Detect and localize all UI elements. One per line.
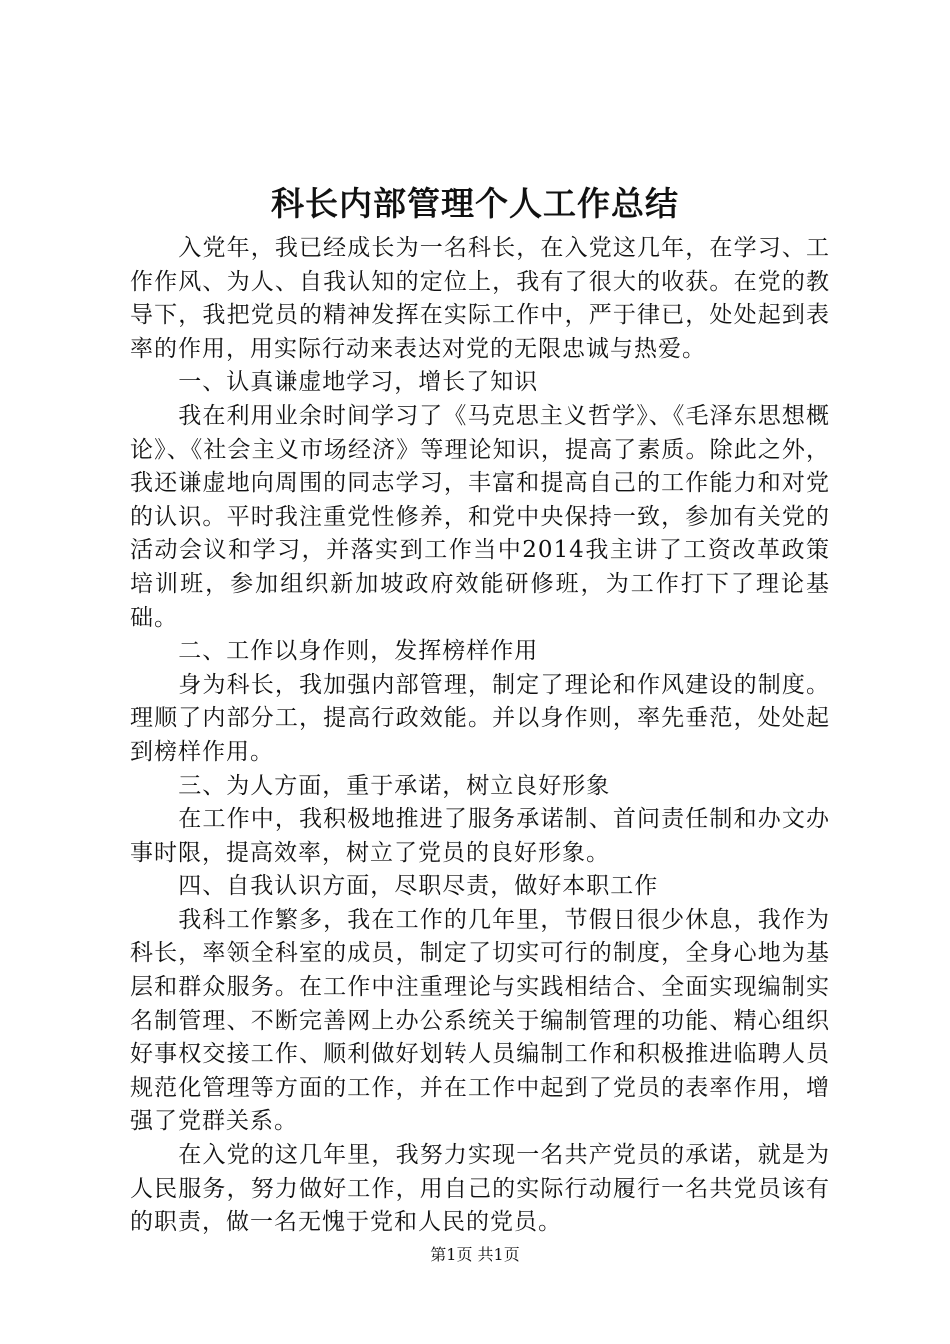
section-heading-2: 二、工作以身作则，发挥榜样作用 — [178, 638, 539, 665]
section-heading-1: 一、认真谦虚地学习，增长了知识 — [178, 369, 539, 396]
paragraph-section-2: 身为科长，我加强内部管理，制定了理论和作风建设的制度。理顺了内部分工，提高行政效能。并以身作则，率先垂范，处处起到榜样作用。 — [130, 671, 830, 765]
document-title: 科长内部管理个人工作总结 — [271, 184, 679, 223]
paragraph-conclusion: 在入党的这几年里，我努力实现一名共产党员的承诺，就是为人民服务，努力做好工作，用自己的实际行动履行一名共党员该有的职责，做一名无愧于党和人民的党员。 — [130, 1142, 830, 1236]
section-heading-4: 四、自我认识方面，尽职尽责，做好本职工作 — [178, 873, 659, 900]
section-heading-3: 三、为人方面，重于承诺，树立良好形象 — [178, 772, 611, 799]
page-footer: 第1页 共1页 — [430, 1245, 520, 1264]
paragraph-section-3: 在工作中，我积极地推进了服务承诺制、首问责任制和办文办事时限，提高效率，树立了党员的良好形象。 — [130, 806, 830, 866]
paragraph-section-4: 我科工作繁多，我在工作的几年里，节假日很少休息，我作为科长，率领全科室的成员，制定了切实可行的制度，全身心地为基层和群众服务。在工作中注重理论与实践相结合、全面实现编制实名制管理、不断完善网上办公系统关于编制管理的功能、精心组织好事权交接工作、顺利做好划转人员编制工作和积极推进临聘人员规范化管理等方面的工作，并在工作中起到了党员的表率作用，增强了党群关系。 — [130, 906, 830, 1135]
paragraph-intro: 入党年，我已经成长为一名科长，在入党这几年，在学习、工作作风、为人、自我认知的定位上，我有了很大的收获。在党的教导下，我把党员的精神发挥在实际工作中，严于律已，处处起到表率的作用，用实际行动来表达对党的无限忠诚与热爱。 — [130, 235, 830, 362]
document-body — [130, 232, 830, 1240]
paragraph-section-1: 我在利用业余时间学习了《马克思主义哲学》、《毛泽东思想概论》、《社会主义市场经济》等理论知识，提高了素质。除此之外，我还谦虚地向周围的同志学习，丰富和提高自己的工作能力和对党的认识。平时我注重党性修养，和党中央保持一致，参加有关党的活动会议和学习，并落实到工作当中2014我主讲了工资改革政策培训班，参加组织新加坡政府效能研修班，为工作打下了理论基础。 — [130, 402, 830, 631]
